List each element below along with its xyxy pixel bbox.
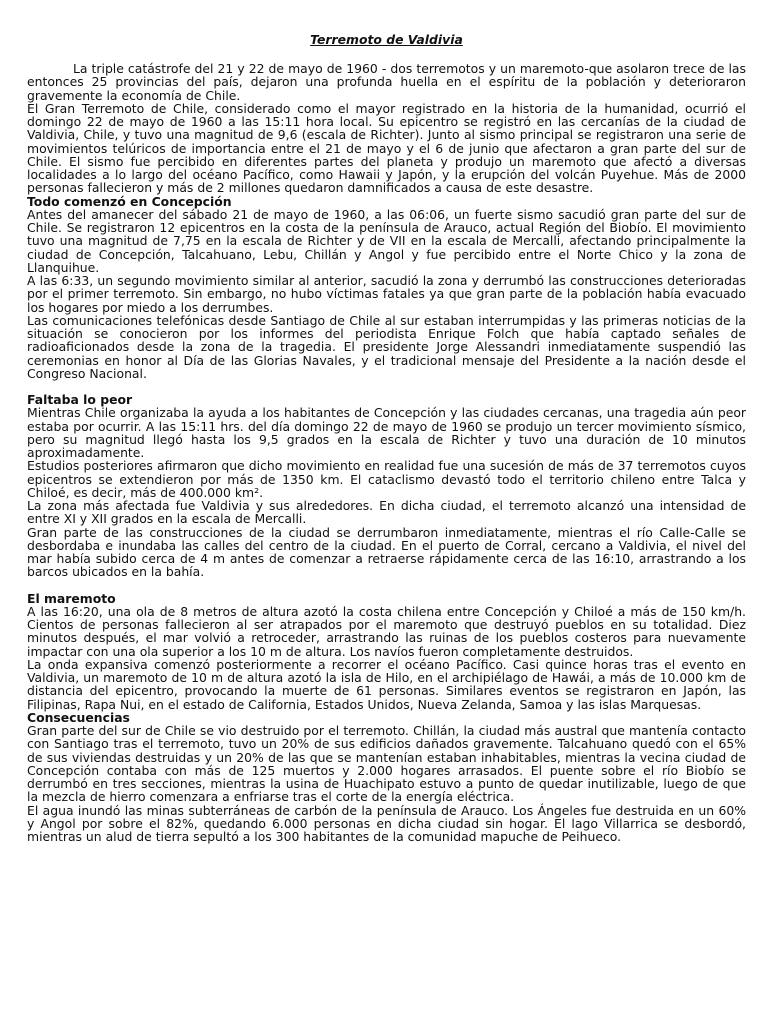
section-heading: Todo comenzó en Concepción	[27, 193, 232, 209]
section-heading: El maremoto	[27, 590, 116, 606]
section-paragraph: El agua inundó las minas subterráneas de carbón de la península de Arauco. Los Ángeles fue destruida en un 60% y Angol por sobre el 82%, quedando 6.000 personas en dicha ciudad sin hogar. El lago Villarrica se desbordó, mientras un alud de tierra sepultó a los 300 habitantes de la comunidad mapuche de Peihueco.	[27, 802, 746, 844]
section-paragraph: Antes del amanecer del sábado 21 de mayo de 1960, a las 06:06, un fuerte sismo sacudió gran parte del sur de Chile. Se registraron 12 epicentros en la costa de la península de Arauco, actual Región del Biobío. El movimiento tuvo una magnitud de 7,75 en la escala de Richter y de VII en la escala de Mercalli, afectando principalmente la ciudad de Concepción, Talcahuano, Lebu, Chillán y Angol y fue percibido entre el Norte Chico y la zona de Llanquihue.	[27, 206, 746, 275]
section-paragraph: Gran parte del sur de Chile se vio destruido por el terremoto. Chillán, la ciudad más austral que mantenía contacto con Santiago tras el terremoto, tuvo un 20% de sus edificios dañados gravemente. Talcahuano quedó con el 65% de sus viviendas destruidas y un 20% de las que se mantenían estaban inhabitables, mientras la vecina ciudad de Concepción contaba con más de 125 muertos y 2.000 hogares arrasados. El puente sobre el río Biobío se derrumbó en tres secciones, mientras la usina de Huachipato estuvo a punto de quedar inutilizable, luego de que la mezcla de hierro comenzara a enfriarse tras el corte de la energía eléctrica.	[27, 723, 746, 805]
section-paragraph: Gran parte de las construcciones de la ciudad se derrumbaron inmediatamente, mientras el río Calle-Calle se desbordaba e inundaba las calles del centro de la ciudad. En el puerto de Corral, cercano a Valdivia, el nivel del mar había subido cerca de 4 m antes de comenzar a retraerse rápidamente cerca de las 16:10, arrastrando a los barcos ubicados en la bahía.	[27, 524, 746, 580]
section-heading: Consecuencias	[27, 709, 130, 725]
spacer	[27, 380, 746, 393]
section-paragraph: La zona más afectada fue Valdivia y sus alrededores. En dicha ciudad, el terremoto alcanzó una intensidad de entre XI y XII grados en la escala de Mercalli.	[27, 498, 746, 527]
section-paragraph: Estudios posteriores afirmaron que dicho movimiento en realidad fue una sucesión de más de 37 terremotos cuyos epicentros se extendieron por más de 1350 km. El cataclismo devastó todo el territorio chileno entre Talca y Chiloé, es decir, más de 400.000 km².	[27, 458, 746, 500]
section-paragraph: Mientras Chile organizaba la ayuda a los habitantes de Concepción y las ciudades cercanas, una tragedia aún peor estaba por ocurrir. A las 15:11 hrs. del día domingo 22 de mayo de 1960 se produjo un tercer movimiento sísmico, pero su magnitud llegó hasta los 9,5 grados en la escala de Richter y tuvo una duración de 10 minutos aproximadamente.	[27, 405, 746, 460]
section-paragraph: La onda expansiva comenzó posteriormente a recorrer el océano Pacífico. Casi quince horas tras el evento en Valdivia, un maremoto de 10 m de altura azotó la isla de Hilo, en el archipiélago de Hawái, a más de 10.000 km de distancia del epicentro, provocando la muerte de 61 personas. Similares eventos se registraron en Japón, las Filipinas, Rapa Nui, en el estado de California, Estados Unidos, Nueva Zelanda, Samoa y las islas Marquesas.	[27, 656, 746, 712]
document-title: Terremoto de Valdivia	[310, 32, 463, 47]
intro-paragraph: El Gran Terremoto de Chile, considerado como el mayor registrado en la historia de la humanidad, ocurrió el domingo 22 de mayo de 1960 a las 15:11 hora local. Su epicentro se registró en las cercanías de la ciudad de Valdivia, Chile, y tuvo una magnitud de 9,6 (escala de Richter). Junto al sismo principal se registraron una serie de movimientos telúricos de importancia entre el 21 de mayo y el 6 de junio que afectaron a gran parte del sur de Chile. El sismo fue percibido en diferentes partes del planeta y produjo un maremoto que afectó a diversas localidades a lo largo del océano Pacífico, como Hawaii y Japón, y la erupción del volcán Puyehue. Más de 2000 personas fallecieron y más de 2 millones quedaron damnificados a causa de este desastre.	[27, 100, 746, 196]
section-paragraph: A las 16:20, una ola de 8 metros de altura azotó la costa chilena entre Concepción y Chiloé a más de 150 km/h. Cientos de personas fallecieron al ser atrapados por el maremoto que destruyó pueblos en su totalidad. Diez minutos después, el mar volvió a retroceder, arrastrando las ruinas de los pueblos costeros para nuevamente impactar con una ola superior a los 10 m de altura. Los navíos fueron completamente destruidos.	[27, 603, 746, 659]
intro-paragraph: La triple catástrofe del 21 y 22 de mayo de 1960 - dos terremotos y un maremoto-que asolaron trece de las entonces 25 provincias del país, dejaron una profunda huella en el espíritu de la población y deterioraron gravemente la economía de Chile.	[27, 61, 746, 103]
section-paragraph: A las 6:33, un segundo movimiento similar al anterior, sacudió la zona y derrumbó las construcciones deterioradas por el primer terremoto. Sin embargo, no hubo víctimas fatales ya que gran parte de la población había evacuado los hogares por miedo a los derrumbes.	[27, 273, 746, 315]
section-heading: Faltaba lo peor	[27, 392, 133, 407]
section-paragraph: Las comunicaciones telefónicas desde Santiago de Chile al sur estaban interrumpidas y las primeras noticias de la situación se conocieron por los informes del periodista Enrique Folch que había captado señales de radioaficionados desde la zona de la tragedia. El presidente Jorge Alessandri inmediatamente suspendió las ceremonias en honor al Día de las Glorias Navales, y el tradicional mensaje del Presidente a la nación desde el Congreso Nacional.	[27, 312, 746, 381]
spacer	[27, 579, 746, 592]
